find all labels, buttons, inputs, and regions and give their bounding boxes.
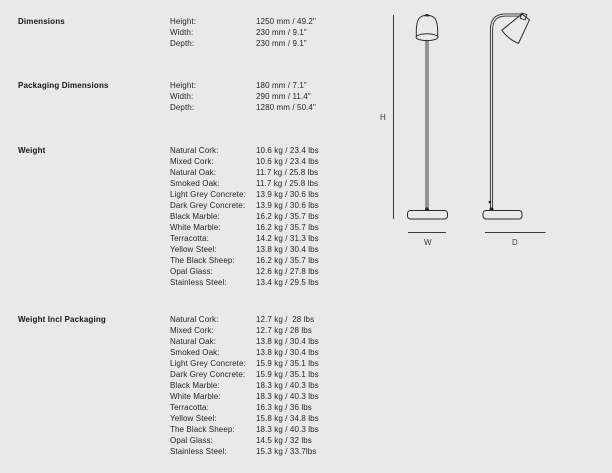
spec-key: Natural Cork: bbox=[170, 315, 219, 324]
spec-value: 16.2 kg / 35.7 lbs bbox=[256, 223, 319, 232]
spec-key: Smoked Oak: bbox=[170, 179, 220, 188]
spec-value: 11.7 kg / 25.8 lbs bbox=[256, 179, 319, 188]
spec-value: 10.6 kg / 23.4 lbs bbox=[256, 157, 319, 166]
spec-value: 18.3 kg / 40.3 lbs bbox=[256, 392, 319, 401]
weight-incl-packaging-rows bbox=[170, 314, 450, 457]
spec-key: Terracotta: bbox=[170, 403, 209, 412]
spec-value: 290 mm / 11.4" bbox=[256, 92, 311, 101]
lamp-side-view bbox=[483, 10, 534, 219]
spec-row bbox=[170, 369, 450, 380]
spec-key: Light Grey Concrete: bbox=[170, 359, 246, 368]
spec-value: 1280 mm / 50.4" bbox=[256, 103, 316, 112]
lamp-front-view bbox=[408, 14, 448, 219]
lamp-stem-front bbox=[426, 40, 428, 210]
spec-key: Depth: bbox=[170, 39, 195, 48]
spec-key: Width: bbox=[170, 28, 194, 37]
spec-value: 10.6 kg / 23.4 lbs bbox=[256, 146, 319, 155]
spec-key: Natural Oak: bbox=[170, 168, 217, 177]
spec-value: 13.9 kg / 30.6 lbs bbox=[256, 190, 319, 199]
spec-value: 13.8 kg / 30.4 lbs bbox=[256, 337, 319, 346]
spec-key: Natural Oak: bbox=[170, 337, 217, 346]
spec-key: Light Grey Concrete: bbox=[170, 190, 246, 199]
spec-key: Yellow Steel: bbox=[170, 245, 217, 254]
spec-key: Dark Grey Concrete: bbox=[170, 201, 246, 210]
section-title-packaging-dimensions: Packaging Dimensions bbox=[18, 81, 109, 90]
spec-value: 15.9 kg / 35.1 lbs bbox=[256, 370, 319, 379]
spec-key: Height: bbox=[170, 81, 197, 90]
spec-key: Mixed Cork: bbox=[170, 326, 214, 335]
spec-row bbox=[170, 347, 450, 358]
spec-key: The Black Sheep: bbox=[170, 256, 235, 265]
spec-row bbox=[170, 435, 450, 446]
lamp-switch bbox=[489, 201, 492, 204]
spec-key: Yellow Steel: bbox=[170, 414, 217, 423]
depth-dimension-label: D bbox=[512, 238, 518, 247]
spec-value: 16.3 kg / 36 lbs bbox=[256, 403, 312, 412]
spec-row bbox=[170, 266, 450, 277]
lamp-base-side bbox=[483, 211, 522, 220]
height-dimension-label: H bbox=[380, 113, 386, 122]
spec-value: 18.3 kg / 40.3 lbs bbox=[256, 425, 319, 434]
spec-value: 13.8 kg / 30.4 lbs bbox=[256, 245, 319, 254]
spec-key: White Marble: bbox=[170, 392, 221, 401]
spec-key: White Marble: bbox=[170, 223, 221, 232]
spec-row bbox=[170, 255, 450, 266]
spec-key: Opal Glass: bbox=[170, 436, 213, 445]
spec-key: Height: bbox=[170, 17, 197, 26]
spec-row bbox=[170, 314, 450, 325]
lamp-technical-drawing bbox=[370, 0, 612, 255]
spec-value: 11.7 kg / 25.8 lbs bbox=[256, 168, 319, 177]
spec-value: 12.7 kg / 28 lbs bbox=[256, 315, 315, 324]
spec-key: The Black Sheep: bbox=[170, 425, 235, 434]
spec-value: 13.8 kg / 30.4 lbs bbox=[256, 348, 319, 357]
spec-value: 15.8 kg / 34.8 lbs bbox=[256, 414, 319, 423]
spec-value: 180 mm / 7.1" bbox=[256, 81, 307, 90]
spec-key: Black Marble: bbox=[170, 381, 220, 390]
spec-row bbox=[170, 277, 450, 288]
spec-key: Terracotta: bbox=[170, 234, 209, 243]
spec-value: 230 mm / 9.1" bbox=[256, 28, 307, 37]
spec-value: 15.3 kg / 33.7lbs bbox=[256, 447, 317, 456]
spec-row bbox=[170, 358, 450, 369]
spec-key: Smoked Oak: bbox=[170, 348, 220, 357]
spec-value: 12.6 kg / 27.8 lbs bbox=[256, 267, 319, 276]
spec-value: 1250 mm / 49.2" bbox=[256, 17, 316, 26]
spec-row bbox=[170, 413, 450, 424]
spec-value: 13.4 kg / 29.5 lbs bbox=[256, 278, 319, 287]
section-title-dimensions: Dimensions bbox=[18, 17, 65, 26]
spec-key: Stainless Steel: bbox=[170, 278, 227, 287]
spec-row bbox=[170, 424, 450, 435]
spec-key: Dark Grey Concrete: bbox=[170, 370, 246, 379]
spec-value: 18.3 kg / 40.3 lbs bbox=[256, 381, 319, 390]
section-title-weight-incl-packaging: Weight Incl Packaging bbox=[18, 315, 106, 324]
lamp-base-front bbox=[408, 211, 448, 220]
spec-row bbox=[170, 336, 450, 347]
spec-value: 12.7 kg / 28 lbs bbox=[256, 326, 312, 335]
spec-key: Natural Cork: bbox=[170, 146, 219, 155]
spec-value: 14.2 kg / 31.3 lbs bbox=[256, 234, 319, 243]
spec-row bbox=[170, 446, 450, 457]
spec-value: 16.2 kg / 35.7 lbs bbox=[256, 212, 319, 221]
spec-key: Width: bbox=[170, 92, 194, 101]
spec-key: Mixed Cork: bbox=[170, 157, 214, 166]
width-dimension-label: W bbox=[424, 238, 432, 247]
spec-value: 230 mm / 9.1" bbox=[256, 39, 307, 48]
lamp-shade-rim bbox=[416, 34, 438, 41]
spec-value: 14.5 kg / 32 lbs bbox=[256, 436, 312, 445]
lamp-stem-side-inner bbox=[493, 16, 521, 210]
spec-key: Depth: bbox=[170, 103, 195, 112]
spec-value: 13.9 kg / 30.6 lbs bbox=[256, 201, 319, 210]
spec-value: 16.2 kg / 35.7 lbs bbox=[256, 256, 319, 265]
spec-row bbox=[170, 402, 450, 413]
spec-key: Opal Glass: bbox=[170, 267, 213, 276]
spec-value: 15.9 kg / 35.1 lbs bbox=[256, 359, 319, 368]
spec-row bbox=[170, 325, 450, 336]
spec-row bbox=[170, 391, 450, 402]
lamp-shade-side bbox=[501, 10, 534, 44]
section-title-weight: Weight bbox=[18, 146, 46, 155]
spec-row bbox=[170, 380, 450, 391]
spec-key: Black Marble: bbox=[170, 212, 220, 221]
spec-key: Stainless Steel: bbox=[170, 447, 227, 456]
